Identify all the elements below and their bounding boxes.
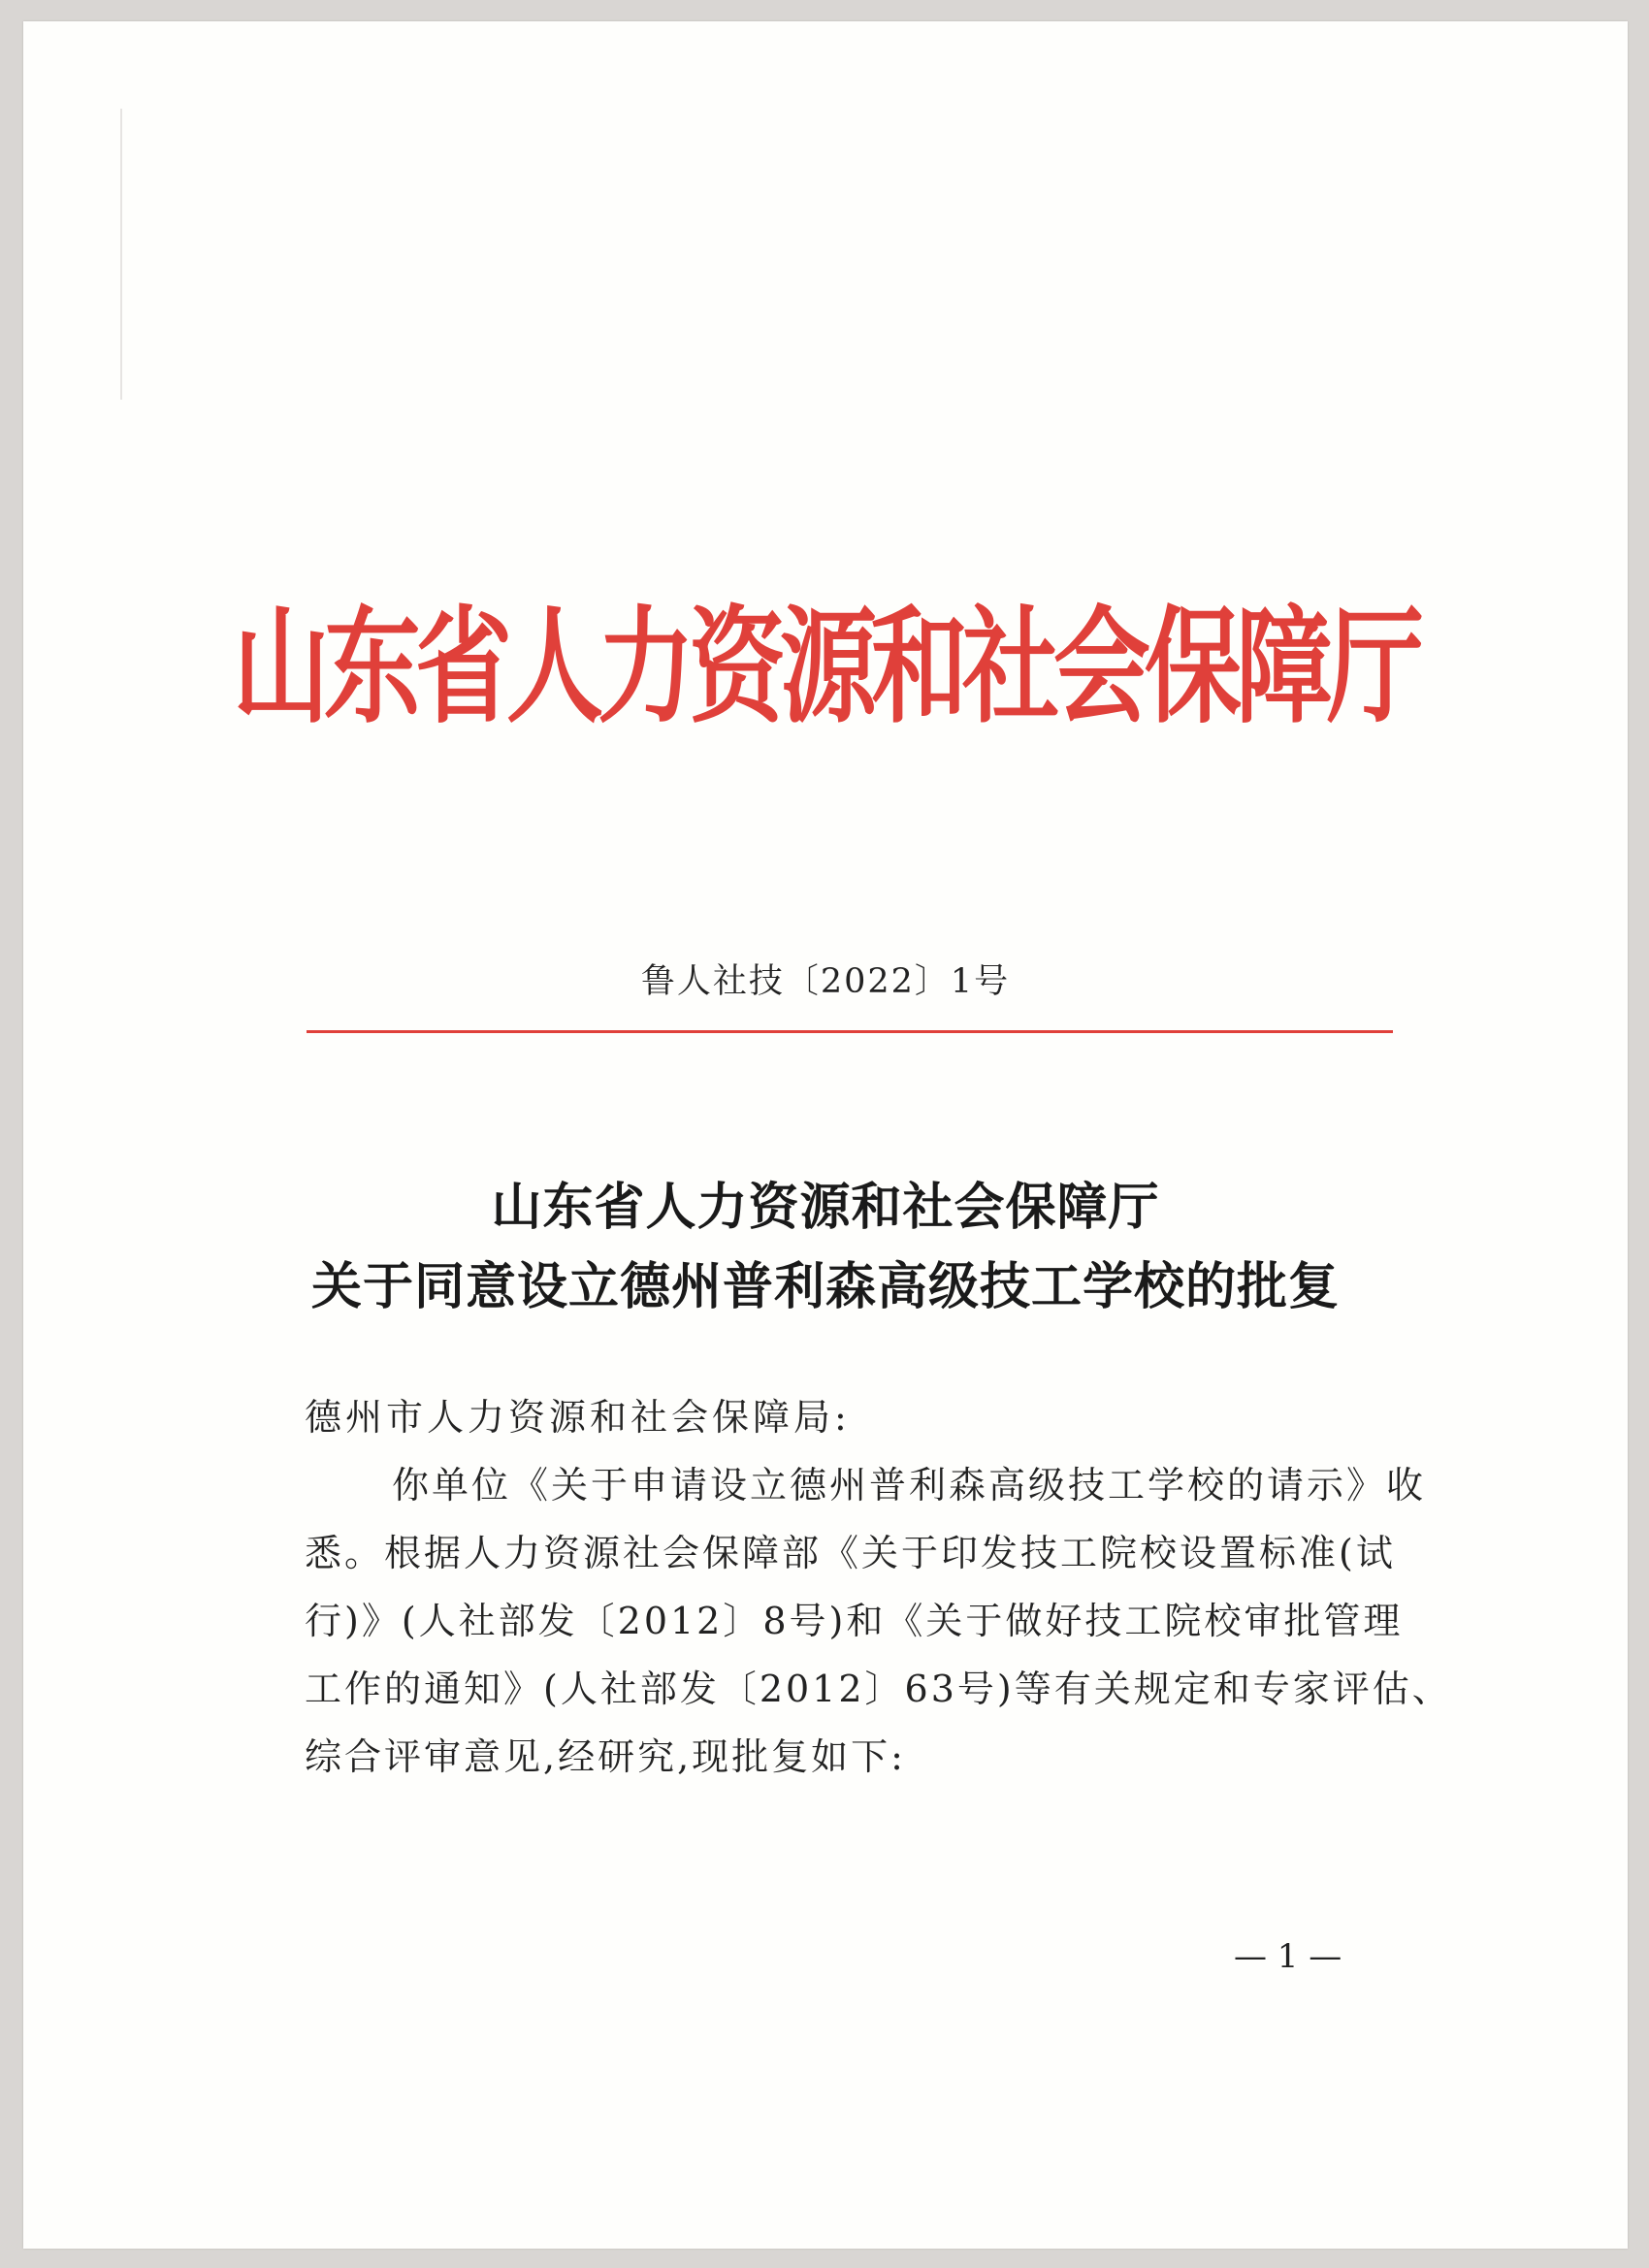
binding-mark — [120, 109, 122, 400]
document-title-line-1: 山东省人力资源和社会保障厅 — [491, 1178, 1160, 1237]
body-line: 悉。根据人力资源社会保障部《关于印发技工院校设置标准(试 — [305, 1532, 1396, 1574]
body-line: 行)》(人社部发〔2012〕8号)和《关于做好技工院校审批管理 — [305, 1600, 1404, 1642]
body-line: 综合评审意见,经研究,现批复如下: — [305, 1735, 906, 1778]
document-page — [23, 21, 1628, 2249]
body-line: 工作的通知》(人社部发〔2012〕63号)等有关规定和专家评估、 — [305, 1668, 1452, 1710]
document-title-line-2: 关于同意设立德州普利森高级技工学校的批复 — [310, 1257, 1340, 1316]
page-number: — 1 — — [1234, 1937, 1342, 1976]
body-line: 你单位《关于申请设立德州普利森高级技工学校的请示》收 — [392, 1464, 1427, 1507]
issuer-header: 山东省人力资源和社会保障厅 — [233, 592, 1418, 741]
addressee: 德州市人力资源和社会保障局: — [305, 1396, 851, 1439]
document-number: 鲁人社技〔2022〕1号 — [640, 962, 1011, 1001]
red-separator-line — [307, 1030, 1393, 1033]
